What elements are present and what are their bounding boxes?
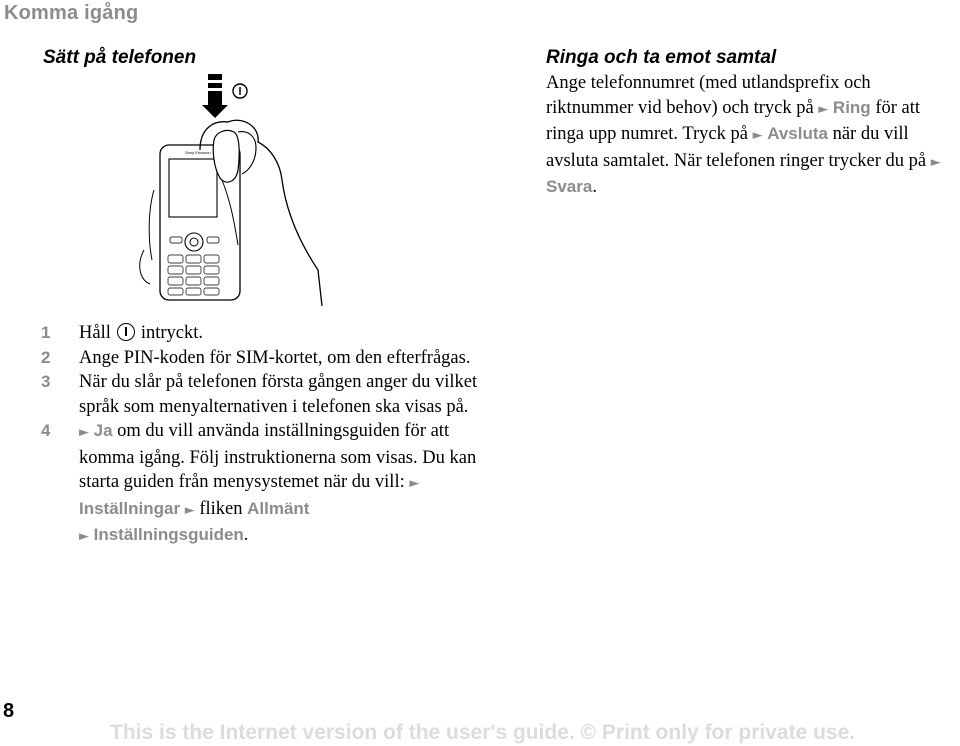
term-avsluta: Avsluta [767,124,828,143]
arrow-right-icon: ► [930,154,941,170]
page-number: 8 [3,700,15,722]
arrow-right-icon: ► [79,425,89,440]
step-text: Håll [79,323,111,343]
step-text: . [243,525,249,545]
step-text: Ange PIN-koden för SIM-kortet, om den efterfrågas. [79,347,471,368]
step-text: När du slår på telefonen första gången anger du vilket språk som menyalternativen i telefonen ska visas på. [79,372,478,417]
arrow-right-icon: ► [409,476,420,491]
phone-brand-text: Sony Ericsson [185,150,211,155]
step-text: intryckt. [140,323,204,343]
paragraph-text: Ange telefonnumret (med utlandsprefix och riktnummer vid behov) och tryck på [546,73,871,118]
power-key-icon [117,323,135,341]
arrow-right-icon: ► [184,502,195,518]
arrow-right-icon: ► [818,101,829,117]
press-down-arrow-icon [202,74,228,118]
step-number: 2 [41,347,51,367]
term-installningsguiden: Inställningsguiden [93,525,244,544]
calls-paragraph [546,71,960,200]
arrow-right-icon: ► [752,128,763,143]
term-installningar: Inställningar [79,498,181,518]
step-4 [41,419,481,550]
step-text: fliken [194,498,248,519]
step-text: om du vill använda inställningsguiden för att komma igång. Följ instruktionerna som visas. Du kan starta guiden från menysystemet när du vill: [79,421,477,492]
step-2 [41,346,481,371]
power-on-steps [41,321,481,550]
arrow-right-icon: ► [79,529,89,544]
step-number: 1 [41,323,51,342]
term-ja: Ja [93,421,113,440]
heading-calls: Ringa och ta emot samtal [546,47,777,68]
term-allmant: Allmänt [247,498,310,518]
paragraph-text: . [592,177,597,197]
step-number: 3 [41,372,51,391]
term-ring: Ring [832,97,871,117]
phone-in-hand-illustration [130,70,330,310]
term-svara: Svara [546,177,593,196]
step-3 [41,370,481,419]
step-number: 4 [41,421,51,440]
paragraph-text: när du vill avsluta samtalet. När telefonen ringer trycker du på [546,124,931,171]
section-title: Komma igång [4,2,139,24]
power-symbol-icon [233,84,247,98]
step-1 [41,321,481,346]
paragraph-text: för att ringa upp numret. Tryck på [546,97,921,144]
heading-turn-on-phone: Sätt på telefonen [43,47,197,68]
footer-notice: This is the Internet version of the user's guide. © Print only for private use. [110,721,856,744]
